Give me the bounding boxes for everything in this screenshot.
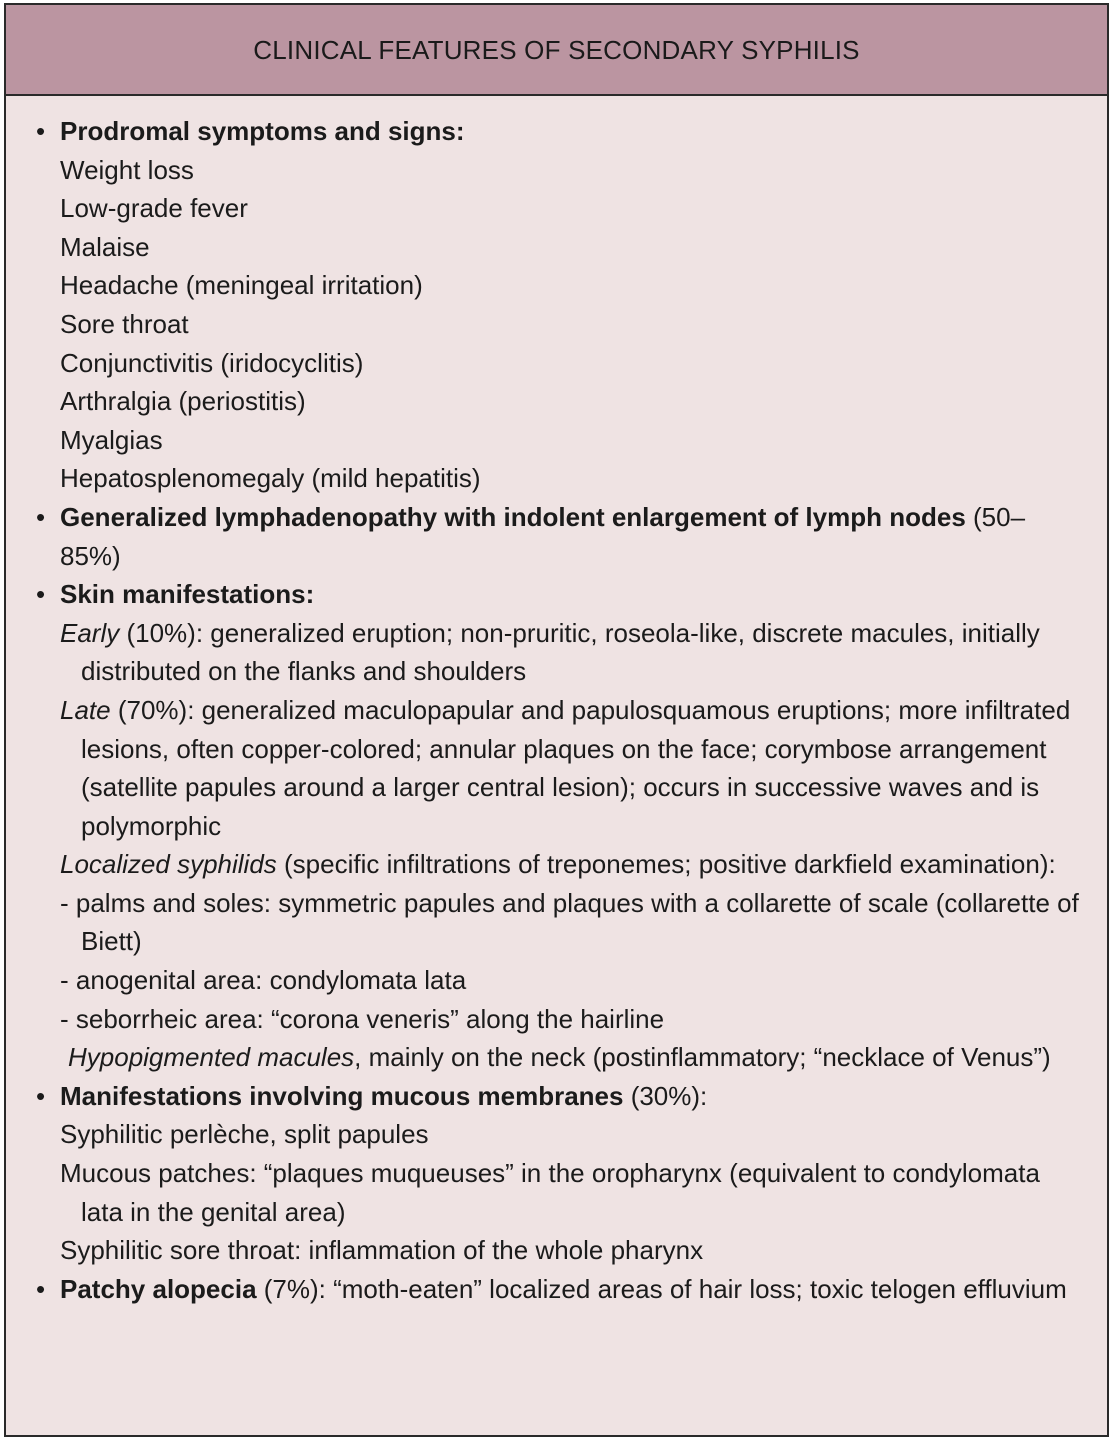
skin-localized — [22, 845, 1085, 884]
table-body — [6, 96, 1107, 1308]
lymphadenopathy-percent: (50–85%) — [60, 501, 1026, 571]
feature-table — [4, 3, 1109, 1437]
skin-early-label: Early — [60, 617, 120, 648]
skin-dash-item: - anogenital area: condylomata lata — [60, 965, 467, 996]
prodromal-heading-text: Prodromal symptoms and signs: — [60, 116, 465, 146]
table-title: CLINICAL FEATURES OF SECONDARY SYPHILIS — [253, 35, 860, 65]
prodromal-heading — [22, 112, 1085, 151]
skin-late-label: Late — [60, 694, 111, 725]
prodromal-item: Hepatosplenomegaly (mild hepatitis) — [60, 463, 481, 494]
skin-early-text: (10%): generalized eruption; non-pruritic, roseola-like, discrete macules, initially distributed on the flanks and shoulders — [81, 617, 1040, 687]
skin-dash-item: - seborrheic area: “corona veneris” along the hairline — [60, 1003, 665, 1034]
mucous-item: Syphilitic perlèche, split papules — [60, 1119, 429, 1150]
skin-hypopigmented — [22, 1038, 1085, 1077]
mucous-heading-percent: (30%): — [623, 1080, 708, 1111]
skin-early — [22, 614, 1085, 691]
alopecia-item — [22, 1270, 1085, 1309]
prodromal-item: Malaise — [60, 231, 150, 262]
skin-localized-text: (specific infiltrations of treponemes; positive darkfield examination): — [276, 849, 1056, 880]
skin-hypo-text: , mainly on the neck (postinflammatory; “necklace of Venus”) — [354, 1042, 1051, 1073]
skin-late-text: (70%): generalized maculopapular and papulosquamous eruptions; more infiltrated lesions, often copper-colored; annular plaques on the face; corymbose arrangement (satellite papules around a larger central lesion); occurs in successive waves and is polymorphic — [81, 694, 1071, 841]
prodromal-item: Conjunctivitis (iridocyclitis) — [60, 347, 364, 378]
prodromal-item: Low-grade fever — [60, 193, 248, 224]
prodromal-item: Headache (meningeal irritation) — [60, 270, 423, 301]
skin-dash-item: - palms and soles: symmetric papules and plaques with a collarette of scale (collarette of Biett) — [60, 887, 1079, 957]
alopecia-bold: Patchy alopecia — [60, 1273, 257, 1304]
lymphadenopathy-item — [22, 498, 1085, 575]
skin-localized-label: Localized syphilids — [60, 849, 277, 880]
mucous-heading-bold: Manifestations involving mucous membranes — [60, 1080, 624, 1111]
skin-heading — [22, 575, 1085, 614]
prodromal-item: Sore throat — [60, 308, 189, 339]
skin-hypo-label: Hypopigmented macules — [68, 1042, 355, 1073]
mucous-item: Syphilitic sore throat: inflammation of the whole pharynx — [60, 1235, 704, 1266]
prodromal-item: Arthralgia (periostitis) — [60, 386, 306, 417]
skin-late — [22, 691, 1085, 845]
prodromal-item: Weight loss — [60, 154, 194, 185]
lymphadenopathy-bold: Generalized lymphadenopathy with indolent enlargement of lymph nodes — [60, 501, 966, 532]
prodromal-item: Myalgias — [60, 424, 163, 455]
mucous-heading — [22, 1077, 1085, 1116]
skin-heading-text: Skin manifestations: — [60, 579, 315, 610]
alopecia-text: (7%): “moth-eaten” localized areas of hair loss; toxic telogen effluvium — [256, 1273, 1067, 1304]
table-header — [6, 5, 1107, 96]
mucous-item: Mucous patches: “plaques muqueuses” in the oropharynx (equivalent to condylomata lata in the genital area) — [60, 1158, 1040, 1227]
